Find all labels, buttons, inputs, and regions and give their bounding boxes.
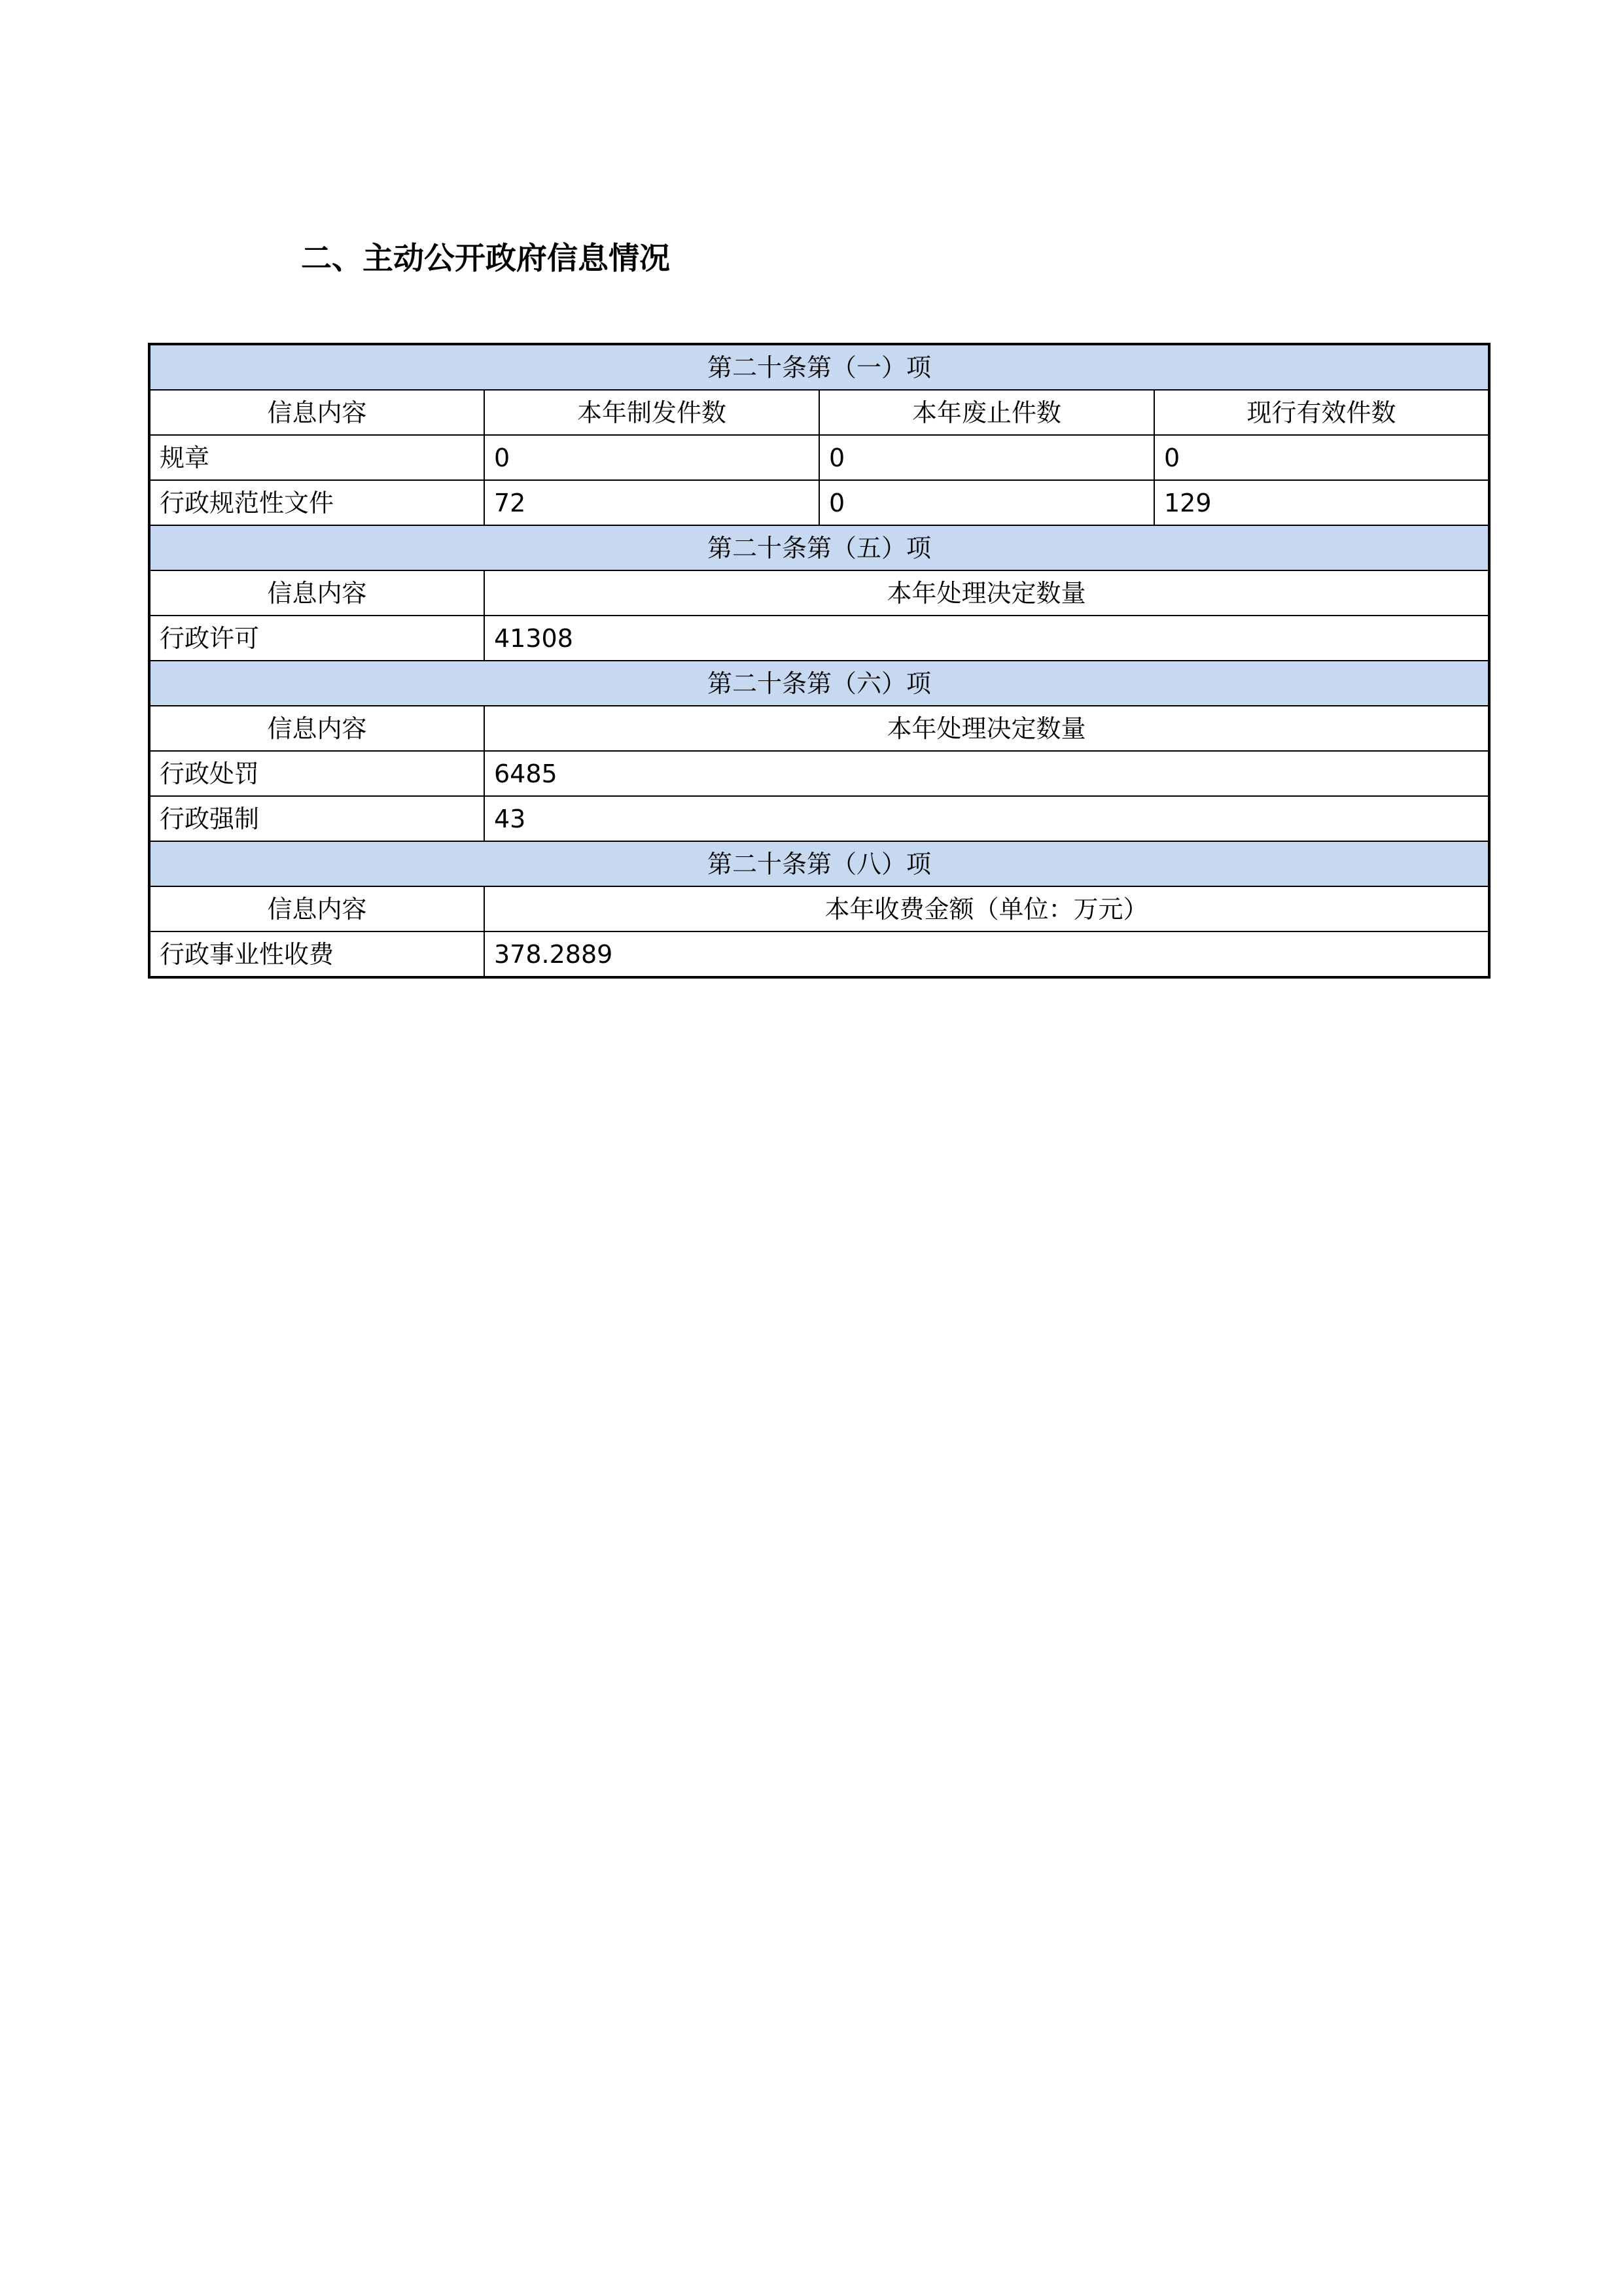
section-header-row	[149, 841, 1489, 886]
table-cell: 6485	[484, 751, 1489, 796]
section-header-row	[149, 661, 1489, 706]
section-title: 第二十条第（一）项	[149, 344, 1489, 390]
table-row	[149, 751, 1489, 796]
column-header: 本年制发件数	[484, 390, 819, 435]
column-header: 信息内容	[149, 390, 484, 435]
column-header-row	[149, 886, 1489, 931]
table-cell: 72	[484, 480, 819, 525]
table-row	[149, 796, 1489, 841]
section-title: 第二十条第（八）项	[149, 841, 1489, 886]
column-header: 现行有效件数	[1154, 390, 1489, 435]
table-cell: 0	[819, 480, 1154, 525]
row-label: 行政强制	[149, 796, 484, 841]
table-row	[149, 931, 1489, 977]
table-row	[149, 435, 1489, 480]
row-label: 行政规范性文件	[149, 480, 484, 525]
table-cell: 43	[484, 796, 1489, 841]
column-header: 本年处理决定数量	[484, 570, 1489, 616]
column-header: 本年收费金额（单位：万元）	[484, 886, 1489, 931]
table-cell: 0	[819, 435, 1154, 480]
column-header: 本年废止件数	[819, 390, 1154, 435]
column-header: 本年处理决定数量	[484, 706, 1489, 751]
section-title: 第二十条第（五）项	[149, 525, 1489, 570]
table-row	[149, 616, 1489, 661]
column-header: 信息内容	[149, 570, 484, 616]
column-header-row	[149, 706, 1489, 751]
section-header-row	[149, 344, 1489, 390]
column-header-row	[149, 390, 1489, 435]
row-label: 行政事业性收费	[149, 931, 484, 977]
section-title: 第二十条第（六）项	[149, 661, 1489, 706]
table-cell: 378.2889	[484, 931, 1489, 977]
row-label: 规章	[149, 435, 484, 480]
table-cell: 0	[1154, 435, 1489, 480]
disclosure-table	[148, 343, 1491, 979]
row-label: 行政处罚	[149, 751, 484, 796]
table-cell: 41308	[484, 616, 1489, 661]
table-cell: 0	[484, 435, 819, 480]
column-header: 信息内容	[149, 886, 484, 931]
page-heading: 二、主动公开政府信息情况	[301, 241, 670, 277]
table-cell: 129	[1154, 480, 1489, 525]
column-header-row	[149, 570, 1489, 616]
table-row	[149, 480, 1489, 525]
section-header-row	[149, 525, 1489, 570]
row-label: 行政许可	[149, 616, 484, 661]
column-header: 信息内容	[149, 706, 484, 751]
